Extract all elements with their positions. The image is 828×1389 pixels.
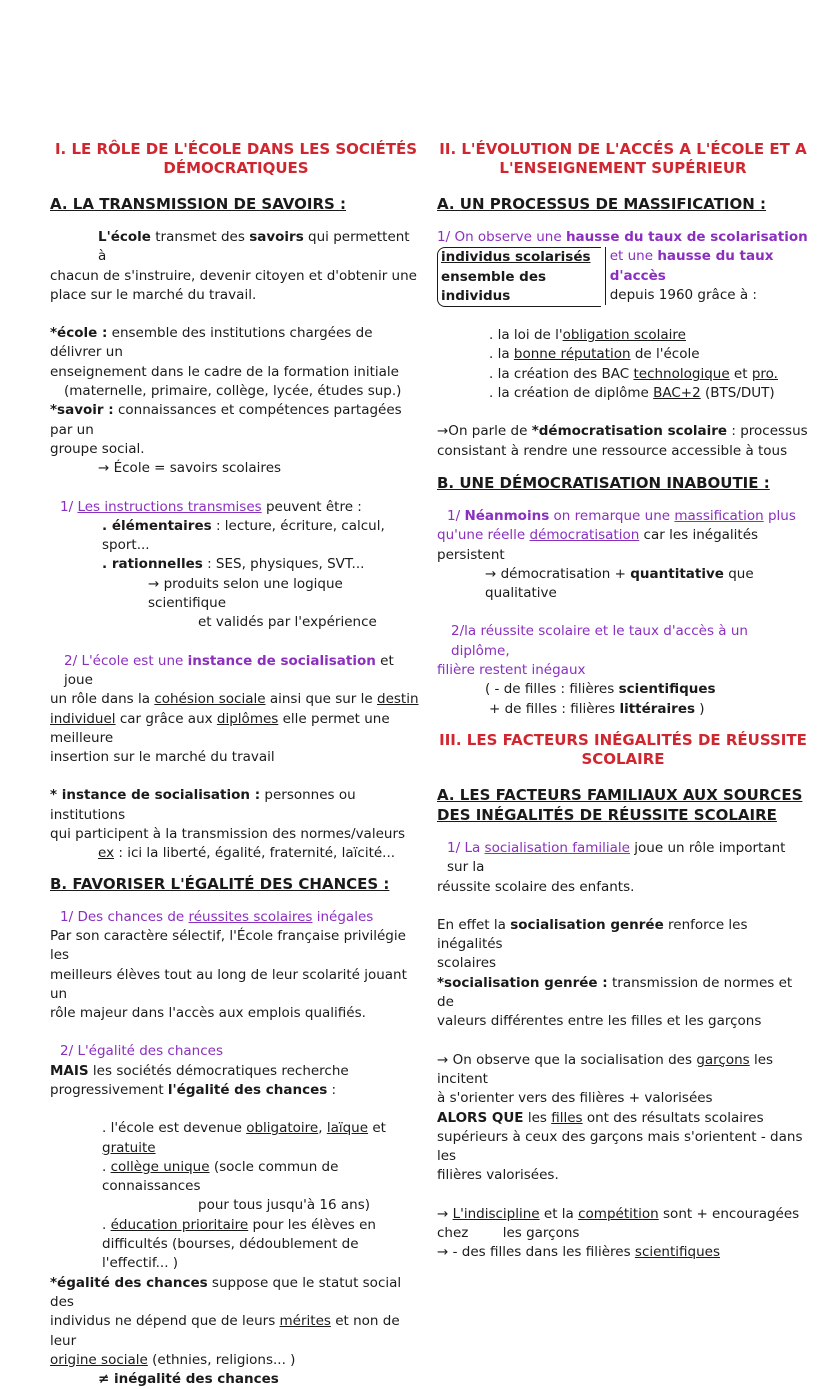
neq-line: ≠ inégalité des chances — [98, 1371, 279, 1388]
point-1-massification: 1/ On observe une hausse du taux de scolarisation — [437, 229, 808, 245]
part-1-title: I. LE RÔLE DE L'ÉCOLE DANS LES SOCIÉTÉS DÉMOCRATIQUES — [54, 140, 418, 177]
text-line: filières valorisées. — [437, 1167, 559, 1184]
point-2-socialisation: 2/ L'école est une instance de socialisation et joue — [64, 652, 394, 688]
text-line: scolaires — [437, 955, 497, 972]
point-2-reussite: 2/la réussite scolaire et le taux d'accès à un diplôme, — [451, 623, 748, 659]
text-line: origine sociale (ethnies, religions... ) — [50, 1351, 296, 1368]
text-line: chez les garçons — [437, 1224, 580, 1241]
list-item: . la bonne réputation de l'école — [489, 346, 700, 363]
part-3-title: III. LES FACTEURS INÉGALITÉS DE RÉUSSITE SCOLAIRE — [439, 730, 807, 768]
text-line: pour tous jusqu'à 16 ans) — [198, 1197, 370, 1214]
definition-socialisation-genree: *socialisation genrée : transmission de normes et de — [437, 974, 793, 1011]
definition-savoir: *savoir : connaissances et compétences partagées par un — [50, 402, 402, 438]
text-line: → produits selon une logique scientifique — [148, 575, 343, 612]
text-line: MAIS les sociétés démocratiques recherche — [50, 1062, 349, 1079]
text-line: qu'une réelle démocratisation car les inégalités persistent — [437, 527, 759, 563]
point-1-chances: 1/ Des chances de réussites scolaires inégales — [60, 908, 374, 925]
list-item: . éducation prioritaire pour les élèves en — [102, 1216, 376, 1233]
section-2a-title: A. UN PROCESSUS DE MASSIFICATION : — [437, 195, 767, 213]
point-1-neanmoins: 1/ Néanmoins on remarque une massification plus — [447, 507, 796, 524]
fraction-brace — [437, 247, 601, 307]
left-column — [50, 140, 422, 1389]
fraction-text: et une hausse du taux d'accès depuis 1960 grâce à : — [605, 247, 809, 305]
text-line: valeurs différentes entre les filles et les garçons — [437, 1013, 762, 1030]
text-line: insertion sur le marché du travail — [50, 749, 275, 766]
text-line: enseignement dans le cadre de la formation initiale — [50, 363, 399, 380]
definition-instance: * instance de socialisation : personnes ou institutions — [50, 787, 356, 823]
text-line: un rôle dans la cohésion sociale ainsi que sur le destin — [50, 691, 419, 708]
text-line: meilleurs élèves tout au long de leur scolarité jouant un — [50, 966, 407, 1002]
definition-ecole: *école : ensemble des institutions chargées de délivrer un — [50, 325, 373, 361]
text-line: → On observe que la socialisation des garçons les incitent — [437, 1051, 774, 1087]
list-item: . rationnelles : SES, physiques, SVT... — [102, 556, 365, 573]
text-line: difficultés (bourses, dédoublement de l'effectif... ) — [102, 1236, 359, 1272]
list-item: . élémentaires : lecture, écriture, calcul, sport... — [102, 517, 385, 554]
text-line: En effet la socialisation genrée renforce les inégalités — [437, 916, 748, 953]
text-line: chacun de s'instruire, devenir citoyen et d'obtenir une — [50, 267, 417, 284]
section-1a-title: A. LA TRANSMISSION DE SAVOIRS : — [50, 195, 347, 213]
text-line: consistant à rendre une ressource accessible à tous — [437, 442, 788, 459]
list-item: . collège unique (socle commun de connaissances — [102, 1158, 339, 1195]
text-line: qui participent à la transmission des normes/valeurs — [50, 826, 406, 843]
point-1-socialisation-familiale: 1/ La socialisation familiale joue un rôle important sur la — [447, 839, 786, 876]
point-1-instructions: 1/ Les instructions transmises peuvent être : — [60, 498, 362, 515]
text-line: → - des filles dans les filières scientifiques — [437, 1244, 720, 1261]
text-line: groupe social. — [50, 440, 145, 457]
definition-egalite: *égalité des chances suppose que le statut social des — [50, 1274, 402, 1310]
text-line: → démocratisation + quantitative que qualitative — [485, 565, 754, 602]
text-line: à s'orienter vers des filières + valorisées — [437, 1090, 713, 1107]
list-item: . la création de diplôme BAC+2 (BTS/DUT) — [489, 385, 775, 402]
text-line: supérieurs à ceux des garçons mais s'orientent - dans les — [437, 1128, 803, 1165]
paragraph-ecole-intro: L'école transmet des savoirs qui permettent à — [98, 229, 410, 265]
point-2-egalite: 2/ L'égalité des chances — [60, 1043, 223, 1060]
text-line: rôle majeur dans l'accès aux emplois qualifiés. — [50, 1005, 366, 1022]
fraction-denominator: ensemble des individus — [441, 268, 547, 304]
text-line: filière restent inégaux — [437, 662, 586, 679]
part-2-title: II. L'ÉVOLUTION DE L'ACCÉS A L'ÉCOLE ET A L'ENSEIGNEMENT SUPÉRIEUR — [439, 140, 807, 177]
section-2b-title: B. UNE DÉMOCRATISATION INABOUTIE : — [437, 473, 770, 492]
text-line: Par son caractère sélectif, l'École française privilégie les — [50, 927, 406, 964]
arrow-line: → École = savoirs scolaires — [98, 460, 282, 477]
list-item: . la loi de l'obligation scolaire — [489, 327, 686, 344]
list-item: + de filles : filières littéraires ) — [489, 700, 705, 717]
text-line: → L'indiscipline et la compétition sont + encouragées — [437, 1205, 800, 1222]
text-line: individuel car grâce aux diplômes elle permet une meilleure — [50, 710, 390, 746]
section-1b-title: B. FAVORISER L'ÉGALITÉ DES CHANCES : — [50, 874, 390, 893]
example-line: ex : ici la liberté, égalité, fraternité, laïcité... — [98, 845, 396, 862]
text-line: individus ne dépend que de leurs mérites et non de leur — [50, 1313, 400, 1349]
text-line: et validés par l'expérience — [198, 614, 377, 631]
list-item: ( - de filles : filières scientifiques — [485, 681, 716, 698]
text-line: place sur le marché du travail. — [50, 286, 257, 303]
list-item: . la création des BAC technologique et pro. — [489, 365, 778, 382]
fraction-numerator: individus scolarisés — [441, 249, 591, 266]
text-line: ALORS QUE les filles ont des résultats scolaires — [437, 1109, 764, 1126]
right-column — [437, 140, 809, 1263]
democratisation-line: →On parle de *démocratisation scolaire : processus — [437, 423, 808, 440]
list-item: . l'école est devenue obligatoire, laïque et gratuite — [102, 1120, 386, 1156]
text-line: (maternelle, primaire, collège, lycée, études sup.) — [64, 383, 402, 400]
rate-fraction — [437, 247, 809, 307]
text-line: réussite scolaire des enfants. — [437, 878, 635, 895]
section-3a-title: A. LES FACTEURS FAMILIAUX AUX SOURCES DES INÉGALITÉS DE RÉUSSITE SCOLAIRE — [437, 785, 803, 824]
text-line: progressivement l'égalité des chances : — [50, 1081, 337, 1098]
